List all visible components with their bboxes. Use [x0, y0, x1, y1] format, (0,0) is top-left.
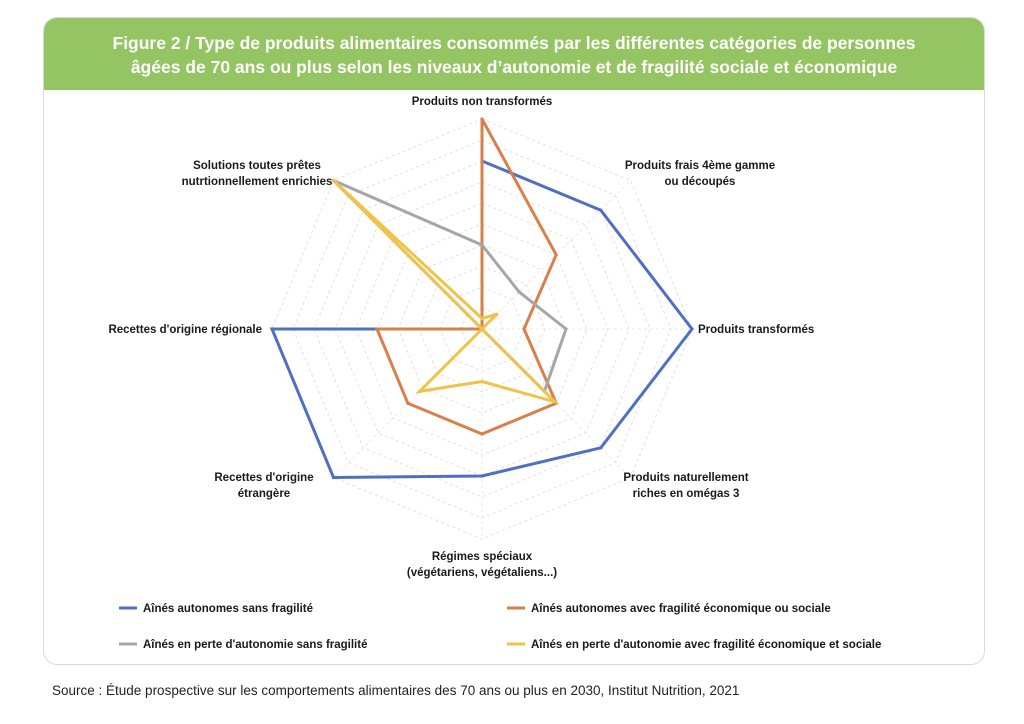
series-3-point-3 — [564, 327, 567, 330]
figure-frame — [43, 17, 985, 665]
series-2-point-7 — [375, 327, 378, 330]
axis-label-8-line-1: Solutions toutes prêtes — [193, 160, 321, 172]
radar-chart — [44, 18, 984, 664]
series-1-point-2 — [599, 209, 602, 212]
series-line-4 — [334, 181, 555, 402]
axis-labels — [108, 96, 814, 579]
series-4-point-6 — [418, 390, 421, 393]
axis-label-6-line-1: Recettes d'origine — [214, 472, 314, 484]
series-2-point-2 — [555, 253, 558, 256]
series-2-point-1 — [480, 117, 483, 120]
series-1-point-7 — [270, 327, 273, 330]
axis-label-6-line-2: étrangère — [237, 488, 291, 500]
axis-label-3-line-1: Produits transformés — [698, 324, 815, 336]
axis-label-5-line-2: (végétariens, végétaliens...) — [406, 567, 558, 579]
chart-title-line-2: âgées de 70 ans ou plus selon les niveaux d’autonomie et de fragilité sociale et économique — [130, 57, 898, 77]
series-4-point-7 — [480, 327, 483, 330]
legend — [119, 603, 881, 651]
source-caption: Source : Étude prospective sur les comportements alimentaires des 70 ans ou plus en 2030, Institut Nutrition, 2021 — [52, 683, 740, 698]
legend-label-2: Aînés autonomes avec fragilité économique ou sociale — [531, 603, 831, 615]
legend-label-4: Aînés en perte d'autonomie avec fragilité économique et sociale — [531, 639, 882, 651]
series-1-point-4 — [599, 446, 602, 449]
chart-title-line-1: Figure 2 / Type de produits alimentaires consommés par les différentes catégories de personnes — [112, 33, 916, 53]
axis-label-4-line-2: riches en omégas 3 — [632, 488, 740, 500]
series-2-point-3 — [522, 327, 525, 330]
series-3-point-2 — [518, 290, 521, 293]
axis-label-2-line-1: Produits frais 4ème gamme — [624, 160, 776, 172]
axis-label-1-line-1: Produits non transformés — [411, 96, 553, 108]
legend-label-1: Aînés autonomes sans fragilité — [143, 603, 313, 615]
axis-label-8-line-2: nutrtionnellement enrichies — [181, 176, 333, 188]
legend-label-3: Aînés en perte d'autonomie sans fragilité — [143, 639, 368, 651]
axis-label-4-line-1: Produits naturellement — [623, 472, 749, 484]
series-1-point-6 — [332, 476, 335, 479]
axis-label-7-line-1: Recettes d'origine régionale — [108, 324, 262, 336]
series-2-point-6 — [406, 402, 409, 405]
axis-label-2-line-2: ou découpés — [664, 176, 736, 188]
series-1-point-5 — [480, 474, 483, 477]
series-4-point-5 — [480, 380, 483, 383]
series-line-2 — [377, 119, 556, 434]
series-2-point-5 — [480, 432, 483, 435]
series-4-point-2 — [495, 313, 498, 316]
series-4-point-4 — [553, 400, 556, 403]
series-4-point-1 — [480, 317, 483, 320]
series-3-point-1 — [480, 243, 483, 246]
axis-label-5-line-1: Régimes spéciaux — [431, 551, 533, 563]
series-1-point-3 — [690, 327, 693, 330]
